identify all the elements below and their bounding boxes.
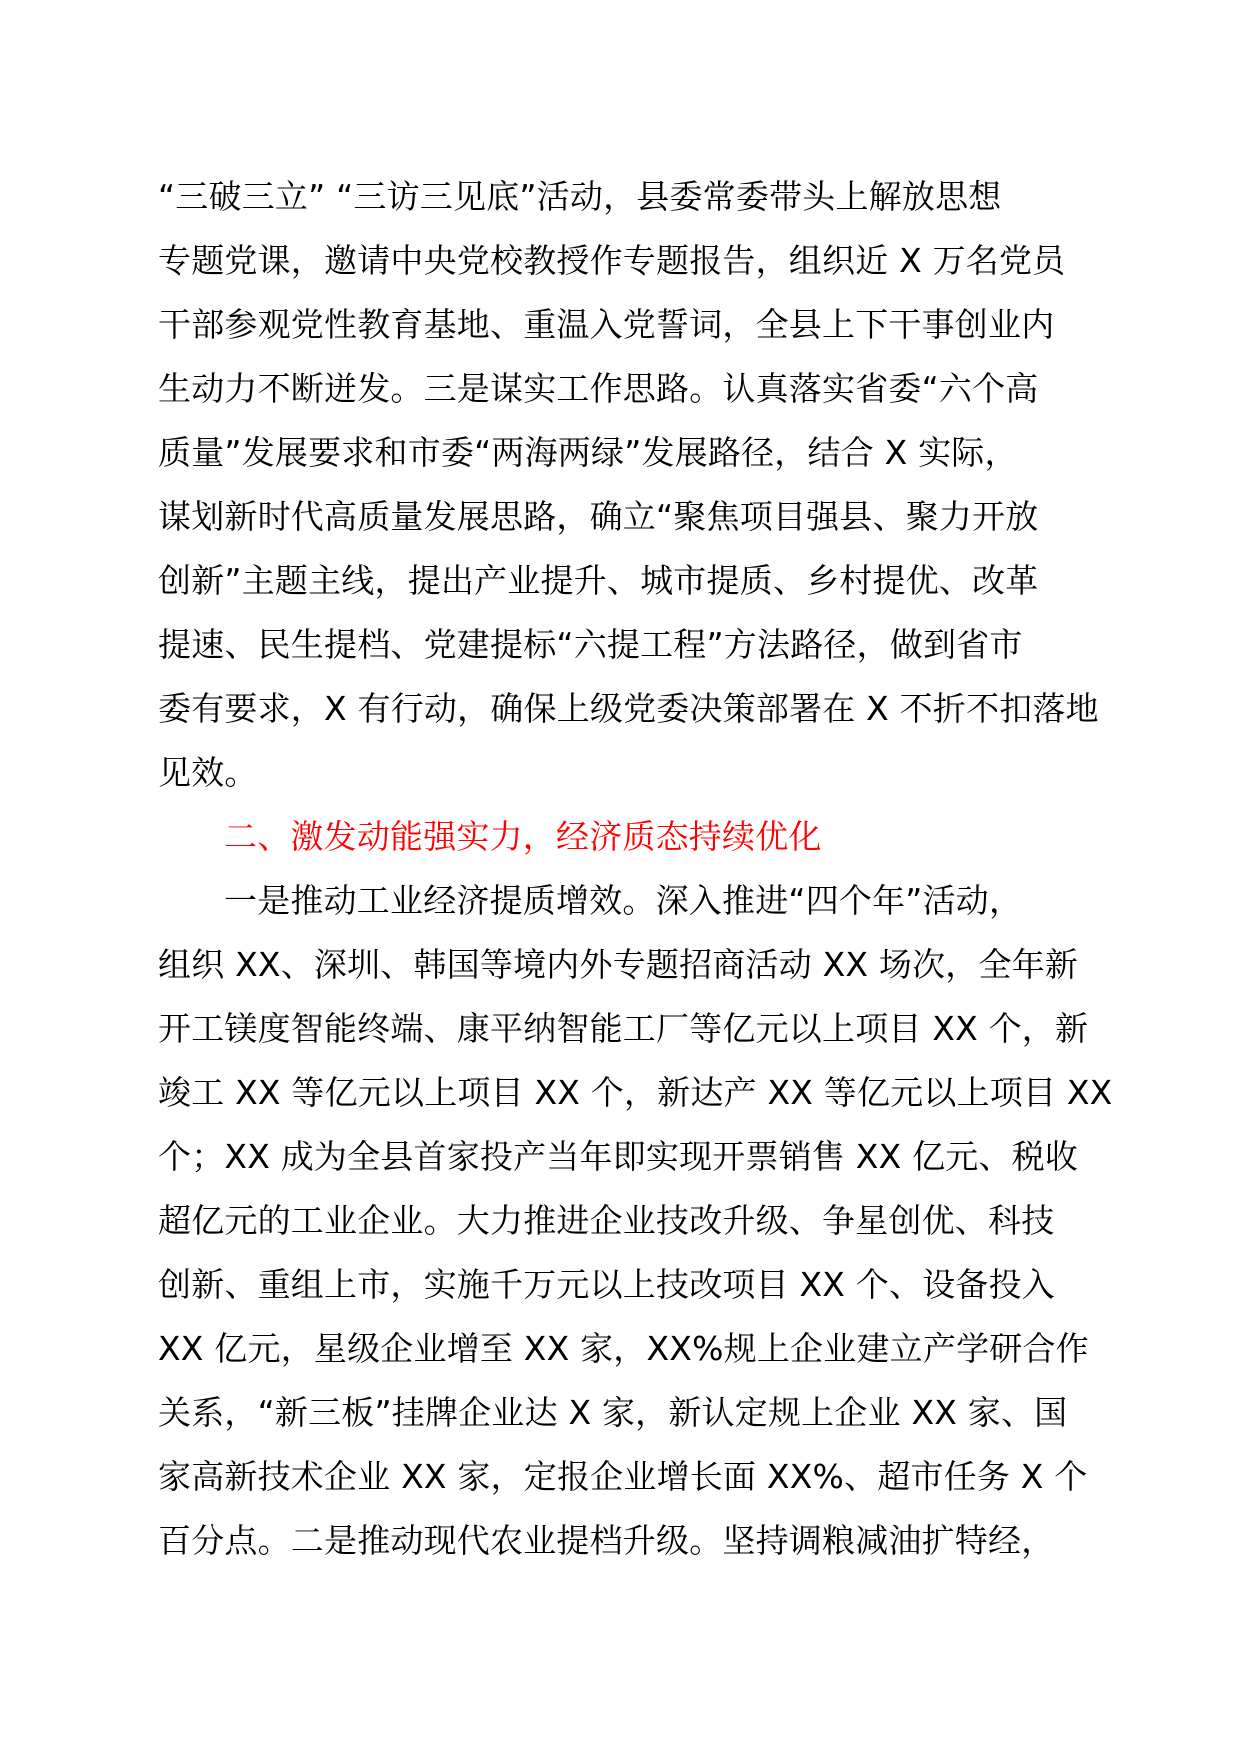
text-line: 委有要求，X 有行动，确保上级党委决策部署在 X 不折不扣落地: [158, 689, 1099, 728]
text-line: 组织 XX、深圳、韩国等境内外专题招商活动 XX 场次，全年新: [158, 945, 1079, 984]
section-heading: 二、激发动能强实力，经济质态持续优化: [224, 817, 822, 856]
text-line: XX 亿元，星级企业增至 XX 家，XX%规上企业建立产学研合作: [158, 1329, 1089, 1368]
text-line: 创新、重组上市，实施千万元以上技改项目 XX 个、设备投入: [158, 1265, 1055, 1304]
text-line: 质量”发展要求和市委“两海两绿”发展路径，结合 X 实际，: [158, 433, 1018, 472]
text-line: 家高新技术企业 XX 家，定报企业增长面 XX%、超市任务 X 个: [158, 1457, 1088, 1496]
text-line: 关系，“新三板”挂牌企业达 X 家，新认定规上企业 XX 家、国: [158, 1393, 1068, 1432]
text-line: 专题党课，邀请中央党校教授作专题报告，组织近 X 万名党员: [158, 241, 1066, 280]
text-line: 见效。: [158, 753, 258, 792]
text-line: 干部参观党性教育基地、重温入党誓词，全县上下干事创业内: [158, 305, 1055, 344]
text-line: 提速、民生提档、党建提标“六提工程”方法路径，做到省市: [158, 625, 1023, 664]
text-line: 竣工 XX 等亿元以上项目 XX 个，新达产 XX 等亿元以上项目 XX: [158, 1073, 1113, 1112]
text-line: 谋划新时代高质量发展思路，确立“聚焦项目强县、聚力开放: [158, 497, 1039, 536]
text-line: 开工镁度智能终端、康平纳智能工厂等亿元以上项目 XX 个，新: [158, 1009, 1089, 1048]
text-line: 生动力不断迸发。三是谋实工作思路。认真落实省委“六个高: [158, 369, 1039, 408]
text-line: 创新”主题主线，提出产业提升、城市提质、乡村提优、改革: [158, 561, 1039, 600]
paragraph-first-line: 一是推动工业经济提质增效。深入推进“四个年”活动，: [224, 881, 1023, 920]
text-line: 个；XX 成为全县首家投产当年即实现开票销售 XX 亿元、税收: [158, 1137, 1079, 1176]
text-line: 百分点。二是推动现代农业提档升级。坚持调粮减油扩特经，: [158, 1521, 1055, 1560]
body-text: [158, 165, 1113, 1573]
text-line: 超亿元的工业企业。大力推进企业技改升级、争星创优、科技: [158, 1201, 1055, 1240]
text-line: “三破三立” “三访三见底”活动，县委常委带头上解放思想: [158, 177, 1002, 216]
